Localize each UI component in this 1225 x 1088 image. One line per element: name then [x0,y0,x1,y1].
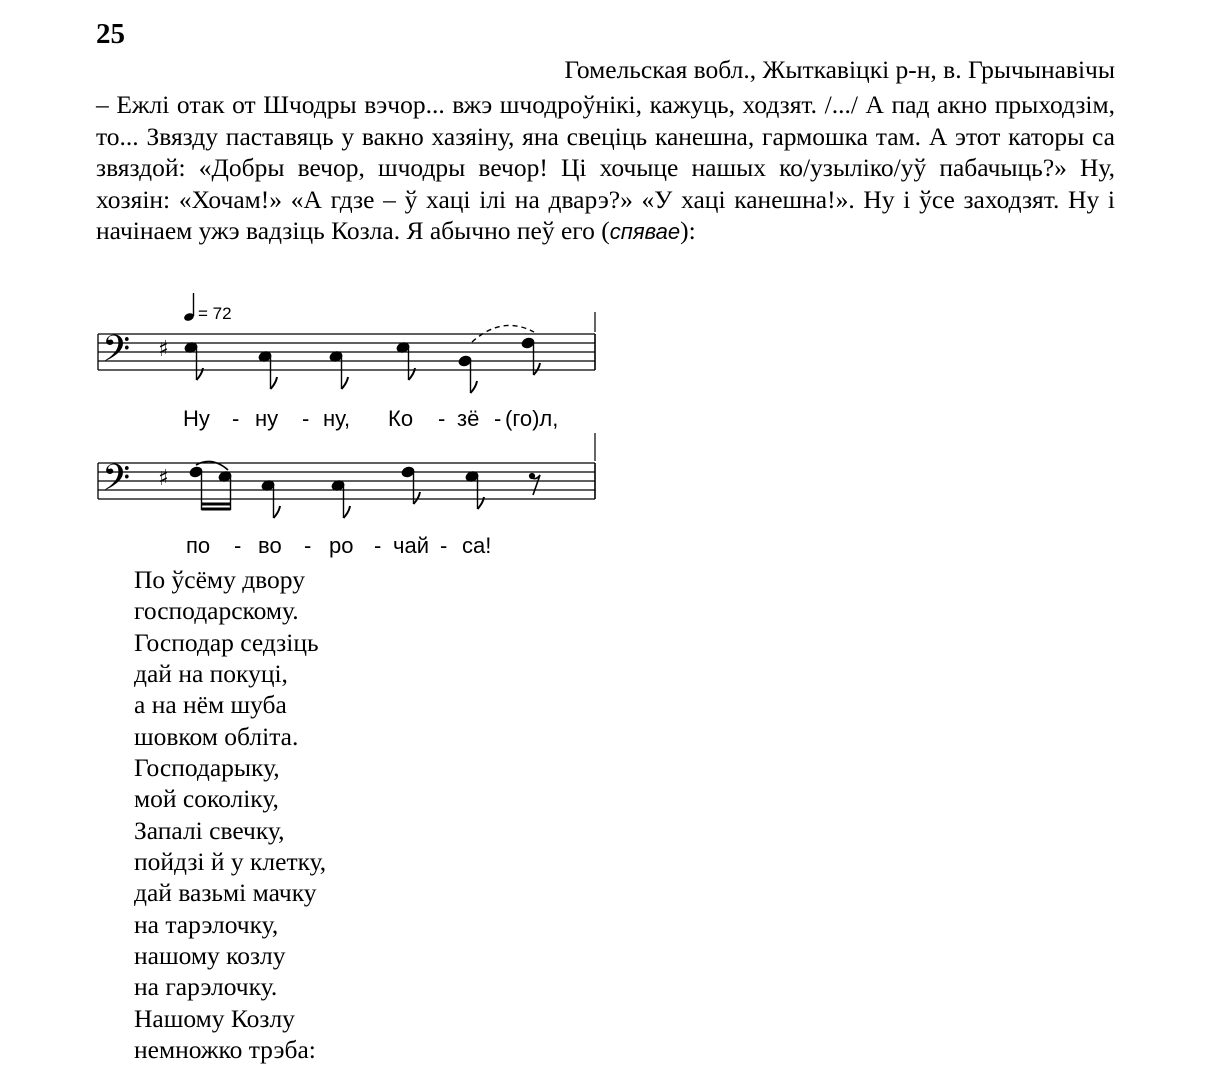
verse-line: пойдзі й у клетку, [134,847,327,877]
verse-line: нашому козлу [134,941,286,971]
syllable: Ко [388,406,414,431]
syllable: чай [393,533,429,558]
syllable: (го)л, [505,406,559,431]
syllable: ро [329,533,354,558]
verse-line: дай вазьмі мачку [134,878,317,908]
verse-line: По ўсёму двору [134,565,305,594]
tempo-marking [183,293,231,323]
verse-line: шовком обліта. [134,721,299,751]
bass-clef-icon: 𝄢 [102,457,131,508]
syllable: - [304,533,312,558]
paragraph-remark: спявае [609,219,681,244]
verse-line: на тарэлочку, [134,909,279,939]
syllable: зё [457,406,480,431]
syllable: - [234,533,242,558]
song-number: 25 [96,18,125,50]
syllable: - [440,533,448,558]
music-notation [92,290,612,560]
syllable: во [258,533,282,558]
location-line: Гомельская вобл., Жыткавіцкі р-н, в. Грычынавічы [564,55,1115,84]
staff-1 [98,312,595,370]
note-pair [189,461,232,510]
syllable: по [186,533,211,558]
syllable: - [374,533,382,558]
paragraph-text: – Ежлі отак от Шчодры вэчор... вжэ шчодроўнікі, кажуць, ходзят. /.../ А пад акно прыходзім, то... Звязду паставяць у вакно хазяіну, яна свеціць канешна, гармошка там. А этот каторы са звяздой: «Добры вечор, шчодры вечор! Ці хочыце нашых ко/узыліко/уў пабачыць?» Ну, хозяін: «Хочам!» «А гдзе – ў хаці ілі на дварэ?» «У хаці канешна!». Ну і ўсе заходзят. Ну і начінаем ужэ вадзіць Козла. Я абычно пеў его ( [96,90,1115,245]
verse-line: а на нём шуба [134,690,287,720]
syllable: са! [462,533,492,558]
verse-line: на гарэлочку. [134,972,278,1002]
syllable: - [232,406,240,431]
verse-line: мой соколіку, [134,784,279,814]
syllable: - [438,406,446,431]
sharp-icon: ♯ [158,466,169,491]
verse-line: господарскому. [134,596,299,626]
syllable: - [302,406,310,431]
syllable: - [494,406,502,431]
verse-line: Господар седзіць [134,627,319,657]
syllable: Ну [183,406,210,431]
sharp-icon: ♯ [158,337,169,362]
tempo-label: = 72 [198,304,232,323]
staff-2 [98,433,595,499]
syllable: ну, [323,406,351,431]
verse-line: немножко трэба: [134,1035,316,1065]
lyrics-line-1 [183,406,558,431]
lyrics-line-2 [186,533,491,558]
song-verse [134,564,326,1066]
eighth-rest-icon [529,473,540,495]
paragraph-end: ): [680,216,696,245]
verse-line: Господарыку, [134,753,280,783]
notes-line-1 [184,337,540,393]
syllable: ну [255,406,279,431]
bass-clef-icon: 𝄢 [102,328,131,379]
narrative-paragraph [96,89,1115,248]
verse-line: дай на покуці, [134,659,288,689]
verse-line: Нашому Козлу [134,1003,295,1033]
verse-line: Запалі свечку, [134,815,285,845]
